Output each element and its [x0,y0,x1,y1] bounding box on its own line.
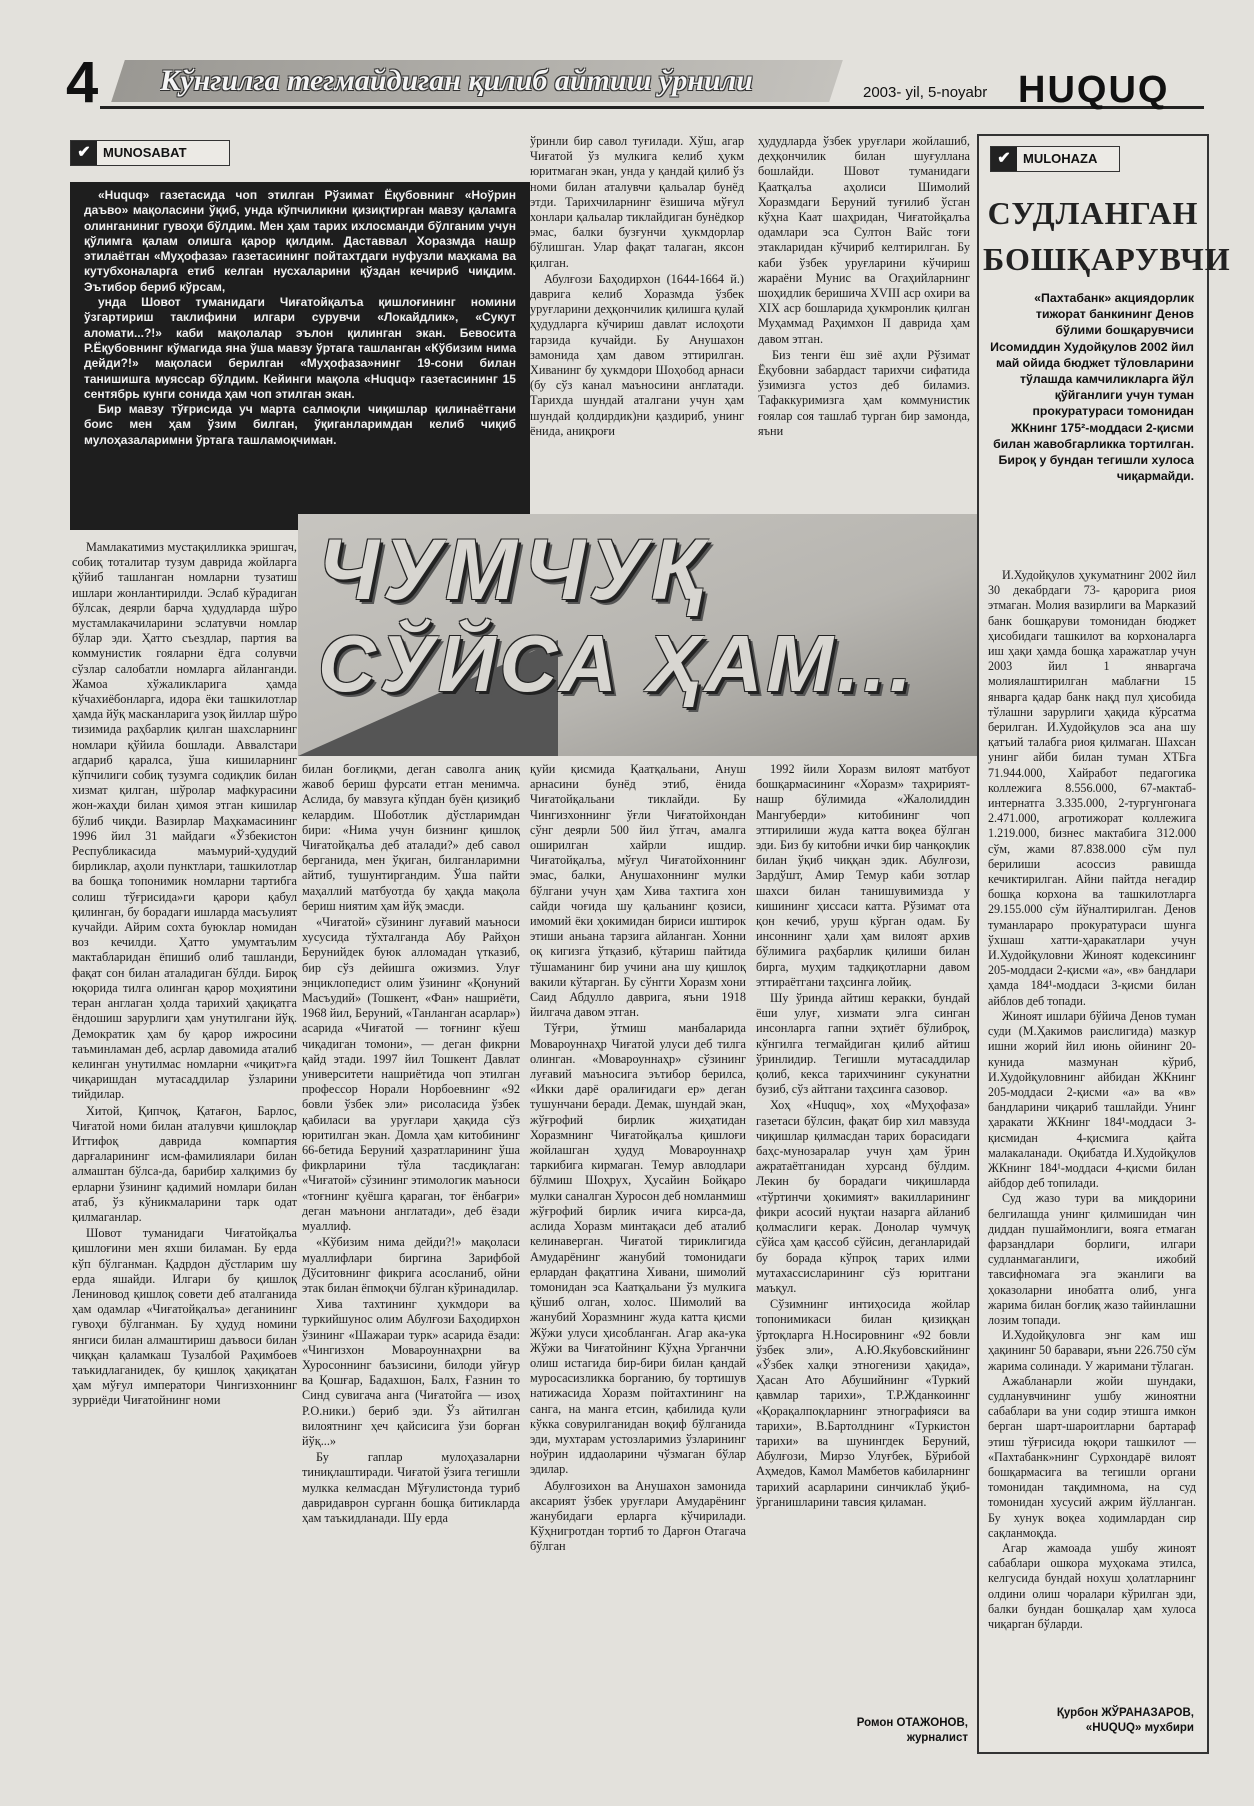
article-column-4 [756,762,970,1702]
rubric-mulohaza [990,146,1120,172]
issue-date: 2003- yil, 5-noyabr [863,84,988,101]
lead-paragraph: унда Шовот туманидаги Чиғатойқалъа қишлоғининг номини ўзгартириш таклифини илгари сурувчи «Локайдлик», «Сукут аломати...?!» каби мақолалар эълон қилинган экан. Бевосита Р.Ёқубовнинг кўмагида яна ўша мавзу ўртага ташланган «Кўбизим нима дейди?!» мақоласи берилган «Муҳофаза»нинг 19-сони билан танишишга муяссар бўлдим. Кейинги мақола «Huquq» газетасининг 15 сентябрь кунги сонида ҳам чоп этилган экан. [84,295,516,401]
checkmark-icon: ✔ [71,141,97,165]
body-paragraph: билан боғлиқми, деган саволга аниқ жавоб бериш фурсати етган менимча. Аслида, бу мавзуга кўпдан буён қизиқиб келардим. Шоботлик дўстларимдан бири: «Нима учун бизнинг қишлоқ Чиғатойқалъа деб аталади?» деб савол берганида, мен ўқиган, билганларимни айтиб, тушунтиргандим. Ўша пайти маҳаллий матбуотда бу ҳақда мақола бериш ниятим ҳам йўқ эмасди. [302,762,520,913]
body-paragraph: Сўзимнинг интиҳосида жойлар топонимикаси билан қизиққан ўртоқларга Н.Носировнинг «92 бовли ўзбек эли», А.Ю.Якубовскийнинг «Ўзбек халқи этногенизи ҳақида», Ҳасан Ато Абушийнинг «Туркий қавмлар тарихи», Т.Р.Жданкоиннг «Қорақалпоқларнинг этнографияси ва тарихи», В.Бартолднинг «Туркистон тарихи» ва шунингдек Беруний, Абулғози, Мирзо Улуғбек, Бўрибой Аҳмедов, Камол Мамбетов кабиларнинг тарихий асарларини синчиклаб ўқиб-ўрганишларини тавсия қиламан. [756,1297,970,1509]
body-paragraph: Абулғозихон ва Анушахон замонида аксарият ўзбек уруғлари Амударёнинг жанубидаги ерларга кўчирилади. Кўҳнигротдан тортиб то Дарғон Отагача бўлган [530,1478,746,1554]
body-paragraph: «Чиғатой» сўзининг луғавий маъноси хусусида тўхталганда Абу Райҳон Берунийдек буюк алломадан үтказиб, бир сўз дейишга ожизмиз. Улуғ энциклопедист олим ўзининг «Қонуний Масъудий» (Тошкент, «Фан» нашриёти, 1968 йил, Беруний, «Танланган асарлар») асарида «Чиғатой — тоғнинг кўеш чиқадиган томони», — деган фикрни қайд этади. 1997 йил Тошкент Давлат университети нашриётида чоп этилган профессор Норали Норбоевнинг «92 бовли ўзбек эли» рисоласида ўзбек қабиласи ва уруғлари ҳақида сўз юритилган экан. Домла ҳам китобининг 66-бетида Беруний ҳазратларининг ўша фикрларини тўла тасдиқлаган: «Чиғатой» сўзининг этимологик маъноси «тоғнинг қуёшга қараган, тоғ ёнбағри» деган маънони англатади», деб ёзади муаллиф. [302,915,520,1234]
body-paragraph: ҳудудларда ўзбек уруғлари жойлашиб, деҳқончилик билан шуғуллана бошлайди. Шовот туманидаги Қаатқалъа аҳолиси Шимолий Хоразмдаги Беруний туғилиб ўсган кўҳна Каат шаҳридан, Чиғатойқалъа одамлари эса Султон Вайс тоғи этакларидан кўчириб келтирилган. Бу каби ўзбек уруғларини кўчириш жараёни Мунис ва Огаҳийларнинг шоҳидлик беришича XVIII аср охири ва XIX аср бошларида ҳукмронлик қилган Муҳаммад Раҳимхон II даврида ҳам давом этган. [758,134,970,346]
body-paragraph: Мамлакатимиз мустақилликка эришгач, собиқ тоталитар тузум даврида жойларга қўйиб ташланган номларни тузатиш ишлари жонлантирилди. Эслаб кўрадиган бўлсак, деярли барча ҳудудларда шўро мустамлакачиларини эслатувчи номлар бўлар эди. Ҳатто съездлар, партия ва коммунистик гояларни ёдга солувчи сўзлар салобатли номларга айланганди. Жамоа хўжаликларига ҳамда кўчахиёбонларга, идора ёки ташкилотлар ҳамда йўқ масканларига узоқ йиллар шўро тизимида раҳбарлик қилган шахсларнинг номлари қўйила бошлади. Аввалстари агдариб қаралса, ўша кишиларнинг кўпчилиги собиқ тузумга содиқлик билан хизмат қилган, шўролар мафкурасини жон-жаҳди билан ҳимоя этган кишилар бўлиб чиқди. Вазирлар Маҳкамасининг 1996 йил 31 майдаги «Ўзбекистон Республикасида маъмурий-ҳудудий бирликлар, аҳоли пунктлари, ташкилотлар ва бошқа топонимик номларни тартибга солиш тўғрисида»ги қарори қабул қилинган, бу борадаги ишларда масъулият кучайди. Айрим сохта буюклар номидан воз кечилди. Ҳатто умумтаълим мактабларидан ёпишиб олиб ташланди, фақат сон билан аталадиган бўлди. Бироқ юқорида тилга олинган қарор моҳиятини теран англаган ҳолда тарихий ҳақиқатга ёндошиш зарурлиги ҳам унутилгани йўқ. Демократик ҳам бу қарор ижросини таъминламан деб, асрлар давомида аталиб келинган унутилмас номларни «чиқит»га чиқаришдан мутасаддилар ўзларини тийдилар. [72,540,297,1102]
sidebar-paragraph: Суд жазо тури ва миқдорини белгилашда унинг қилмишидан чин диддан пушаймонлиги, вояга етмаган фарзандлари борлиги, илгари судланмаганлиги, ижобий тавсифномага эга эканлиги ва ҳоказоларни инобатга олиб, унга жарима билан боғлиқ жазо тайинлашни лозим топади. [988,1191,1196,1327]
author-role: «HUQUQ» мухбири [1085,1722,1194,1734]
body-paragraph: қуйи қисмида Қаатқальани, Ануш арнасини бунёд этиб, ёнида Чиғатойқальани тиклайди. Бу Чингизхоннинг ўғли Чиғатойхондан сўнг деярли 500 йил ўтгач, амалга оширилган хайрли ишдир. Чиғатойқалъа, мўғул Чиғатойхоннинг эмас, балки, Анушахоннинг мулки бўлгани учун ҳам Хива тахтига хон сайди чоғида шу қальанинг қозиси, имомий ёки ҳокимидан бириси иштирок этиши аньана тарзига айланган. Хонни оқ кигизга ўтқазиб, кўтариш пайтида тўшаманинг бир учини ана шу қишлоқ вакили кўтарган. Бу сўнгги Хоразм хони Саид Абдулло даврига, яъни 1918 йилгача давом этган. [530,762,746,1020]
sidebar-title-line: СУДЛАНГАН [987,195,1199,231]
author-name: Қурбон ЖЎРАНАЗАРОВ, [1056,1707,1194,1719]
article-column-2-top [530,134,744,504]
author-name: Ромон ОТАЖОНОВ, [856,1717,968,1729]
sidebar-paragraph: Агар жамоада ушбу жиноят сабаблари ошкора муҳокама этилса, келгусида бундай ноxуш ҳолатларнинг олдини олиш чоралари кўрилган эди, балки бундан бошқалар ҳам хулоса чиқарган бўларди. [988,1541,1196,1632]
sidebar-body [988,568,1196,1670]
body-paragraph: Хитой, Қипчоқ, Қатағон, Барлос, Чиғатой номи билан аталувчи қишлоқлар Иттифоқ даврида компартия дарғаларининг исм-фамилиялари билан алмаштан бўлса-да, барибир халқимиз бу ерларни ўзининг қадимий номлари билан атаб, ўз кўникмаларини тарк одат қилмаганлар. [72,1103,297,1224]
newspaper-logo: HUQUQ [1018,69,1170,111]
sidebar-paragraph: Ажабланарли жойи шундаки, судланувчининг ушбу жиноятни сабаблари ва уни содир этишга имкон берган шарт-шароитларни бартараф этиш тўғрисида юқори ташкилот — «Пахтабанк»нинг Сурхондарё вилоят бошқармасига ва тегишли органи томонидан тақдимнома, на суд томонидан хусусий ажрим йўлланган. Бу хунук воқеа ходимлардан сир сақланмоқда. [988,1373,1196,1540]
rubric-munosabat [70,140,230,166]
rubric-label: MUNOSABAT [103,145,187,160]
body-paragraph: Бу гаплар мулоҳазаларни тиниқлаштиради. Чиғатой ўзига тегишли мулкка келмасдан Мўғулистонда туриб давридаврон сурганн бошқа битикларда ҳам таъкидланади. Шу ерда [302,1450,520,1525]
body-paragraph: Шовот туманидаги Чиғатойқалъа қишлоғини мен яхши биламан. Бу ерда кўп бўлганман. Қадрдон дўстларим шу ерда яшайди. Илгари бу қишлоқ Лениновод қишлоқ совети деб аталганида ҳам одамлар «Чиғатойқалъа» деганининг гувоҳи бўлганман. Бу ҳудуд номини янгиси билан алмаштириш даъвоси билан чиққан қаламкаш Тузалбой Раҳимбоев таъкидлаганидек, бу қишлоқ ҳақиқатан ҳам мўғул императори Чингизхоннинг зурриёди Чиғатойнинг номи [72,1226,297,1408]
sidebar-paragraph: И.Худойқуловга энг кам иш ҳақининг 50 баравари, яъни 226.750 сўм жарима солинади. У жаримани тўлаган. [988,1328,1196,1373]
headline-line-1: ЧУМЧУҚ [318,522,708,618]
body-paragraph: Биз тенги ёш зиё аҳли Рўзимат Ёқубовни забардаст тарихчи сифатида ўзимизга устоз деб биламиз. Тафаккуримизга ҳам коммунистик ғоялар соя ташлаб турган бир замонда, яъни [758,347,970,438]
checkmark-icon: ✔ [991,147,1017,171]
lead-paragraph: «Huquq» газетасида чоп этилган Рўзимат Ёқубовнинг «Ноўрин даъво» мақоласини ўқиб, унда кўпчиликни қизиқтирган мавзу қаламга олинганиниг гувоҳи бўлдим. Мен ҳам тарих ихлосманди бўлганим учун қўлимга қалам олишга қарор қилдим. Даставвал Хоразмда нашр этилаётган «Муҳофаза» газетасининг пойтахтдаги нуфузли маҳкама ва кутубхоналарга етиб келган нусхаларини қўздан кечириб чиқдим. Эътибор бериб кўрсам, [84,188,516,294]
sidebar-title [983,190,1231,282]
article-column-3-top [758,134,970,504]
body-paragraph: Шу ўринда айтиш керакки, бундай ёши улуғ, хизмати элга синган инсонларга гапни эҳтиёт бўлиброқ, кўнгилга тегмайдиган қилиб айтиш ўринлидир. Тегишли мутасаддилар қолиб, кекса тарихчининг сукунатни бузиб, сўз айтгани таҳсинга сазовор. [756,991,970,1097]
article-column-3 [530,762,746,1775]
article-column-2 [302,762,520,1775]
body-paragraph: «Кўбизим нима дейди?!» мақоласи муаллифлари биргина Зарифбой Дўситовнинг фикрига асосланиб, ойни этак билан ёпмоқчи бўлган кўринадилар. [302,1235,520,1295]
lead-paragraph: Бир мавзу тўғрисида уч марта салмоқли чиқишлар қилинаётгани боис мен ҳам ўзим билган, ўқиганларимдан келиб чиқиб мулоҳазаларимни ўртага ташламоқчиман. [84,402,516,447]
body-paragraph: Хива тахтининг ҳукмдори ва туркийшунос олим Абулғози Баҳодирхон ўзининг «Шажараи турк» асарида ёзади: «Чингизхон Мовароуннаҳрни ва Хуросоннинг баъзисини, билоди уйғур ва Қошғар, Бадахшон, Балх, Ғазнин то Синд сувигача анга (Чиғатойга — изоҳ Р.О.ники.) бериб эди. Ўз айтилган вилоятнинг ҳеч қайсисига ўзи борған йўқ...» [302,1297,520,1448]
sidebar-author [988,1706,1194,1736]
sidebar-paragraph: И.Худойқулов ҳукуматнинг 2002 йил 30 декабрдаги 73- қарорига риоя этмаган. Молия вазирлиги ва Марказий банк бошқаруви томонидан бюджет ҳисобидаги ташкилот ва корхоналарга иш ҳақи ҳамда бошқа харажатлар учун 2003 йил 1 январгача молиялаштирилган маблағни 15 январга қадар банк нақд пул ҳисобида тўлашни зарурлиги ҳақида кўрсатма берилган. И.Худойқулов эса ана шу қатъий талабга риоя қилмаган. Шахсан унинг айби билан туман ХТБга 71.944.000, Хайработ педагогика коллежига 8.556.000, 67-мактаб-интернатга 3.335.000, 2-тургунгонага 2.471.000, агротижорат коллежига 1.219.000, бизнес мактабига 312.000 сўм, жами 87.838.000 сўм пул берилиши асоссиз равишда кечиктирилган. Айни пайтда неғадир бошқа корхона ва ташкилотларга 29.155.000 сўм йўналтирилган. Денов туманлараро прокуратураси шунга ўхшаш хатти-ҳаракатлари учун И.Худойқуловни Жиноят кодексининг 205-моддаси 2-қисми «а», «в» бандлари ҳамда 184¹-моддаси 3-қисми билан айблов деб топади. [988,568,1196,1008]
body-paragraph: Тўғри, ўтмиш манбаларида Мовароуннаҳр Чиғатой улуси деб тилга олинган. «Мовароуннаҳр» сўзининг луғавий маъносига эътибор берилса, «Икки дарё оралиғидаги ер» деган тушунчани беради. Демак, шундай экан, жўғрофий бирлик жиҳатидан Хоразмнинг Чиғатойқалъа қишлоғи жойлашган ҳудуд Мовароуннаҳр таркибига кирмаган. Темур авлодлари бўлмиш Шоҳрух, Ҳусайин Бойқаро мулки саналган Хуросон деб номланмиш жўғрофий бирлик ичига кирса-да, аслида Хоразм минтақаси деб аталиб келинаверган. Чиғатой тириклигида Амударёнинг жанубий томонидаги ерлардан фақатгина Хивани, шимолий томонидан эса Каатқальани ўз мулкига қўшиб олган, холос. Шимолий ва жанубий Хоразмнинг жуда катта қисми Жўжи улуси ҳисобланган. Агар ака-ука Жўжи ва Чиғатойнинг Кўҳна Урганчни олиш истагида бир-бири билан қандай муросасизликка борганию, бу тортишув натижасида Хоразм пойтахтининг на санга, на манга етсин, қабилида қули кўкка совурилганидан воқиф бўлганида эди, мухтарам устозларимиз ўзларининг ноўрин иддаоларини чўзмаган бўлар эдилар. [530,1021,746,1477]
article-author [756,1716,968,1746]
headline-line-2: СЎЙСА ҲАМ... [318,619,916,708]
sidebar-title-line: БОШҚАРУВЧИ [983,241,1231,277]
article-column-1 [72,540,297,1775]
page-number: 4 [66,50,99,115]
rubric-label: MULOHAZA [1023,151,1098,166]
author-role: журналист [906,1732,968,1744]
body-paragraph: 1992 йили Хоразм вилоят матбуот бошқармасининг «Хоразм» таҳририят-нашр бўлимида «Жалолиддин Мангуберди» китобининг чоп эттирилиши жуда катта воқеа бўлган эди. Биз бу китобни ички бир чанқоқлик билан ўқиб чиққан эдик. Абулғози, Зардўшт, Амир Темур каби зотлар шахси билан танишувимизда у кишининг ҳиссаси катта. Рўзимат ота қон кечиб, уруш кўрган одам. Бу инсоннинг ҳали ҳам вилоят архив бўлимига раҳбарлик қилиши билан бирга, муҳим тадқиқотларни давом эттираётгани таҳсинга лойиқ. [756,762,970,989]
header-banner-text: Кўнгилга тегмайдиган қилиб айтиш ўрнили [160,64,753,97]
sidebar-lead: «Пахтабанк» акциядорлик тижорат банкининг Денов бўлими бошқарувчиси Исомиддин Худойқулов 2002 йил май ойида бюджет тўловларини тўлашда камчиликларга йўл қўйганлиги учун туман прокуратураси томонидан ЖКнинг 175²-моддаси 2-қисми билан жавобгарликка тортилган. Бироқ у бундан тегишли хулоса чиқармайди. [990,291,1194,484]
body-paragraph: Хоҳ «Huquq», хоҳ «Муҳофаза» газетаси бўлсин, фақат бир хил мавзуда чиқишлар қилмасдан тарих борасидаги баҳс-мунозаралар учун ҳам ўрин ажратаётганидан хурсанд бўлдим. Лекин бу борадаги чиқишларда «тўртинчи ҳокимият» вакилларининг фикри асосий нуқтаи назарга айланиб қолмаслиги керак. Донолар чумчуқ сўйса ҳам қассоб сўйсин, деганларидай бу борада кўпроқ тарих илми мутахассисларининг сўз юритгани маъқул. [756,1098,970,1295]
body-paragraph: Абулғози Баҳодирхон (1644-1664 й.) даврига келиб Хоразмда ўзбек уруғларини деҳқончилик қилишга қулай ҳудудларга кўчириш давлат ислоҳоти тарзида кучайди. Бу Анушахон замонида ҳам давом эттирилган. Хиванинг бу ҳукмдори Шоҳобод арнаси (бу сўз канал маъносини англатади. Тарихда шундай аталгани учун ҳам шундай қолдирдик)ни қаздириб, унинг ёнида, аниқроғи [530,271,744,438]
article-lead [70,182,530,530]
sidebar-paragraph: Жиноят ишлари бўйича Денов туман суди (М.Ҳакимов раислигида) мазкур ишни жорий йил июнь ойининг 20-кунида мазмунан кўриб, И.Худойқуловнинг айбидан ЖКнинг 205-моддаси 2-қисми «а» ва «в» бандларини чиқариб ташлайди. Унинг ҳаракати ЖКнинг 184¹-моддаси 3-қисмидан 4-қисмига қайта малакаланади. Оқибатда И.Худойқулов ЖКнинг 184¹-моддаси 4-қисми билан айбдор деб топилади. [988,1008,1196,1191]
body-paragraph: ўринли бир савол туғилади. Хўш, агар Чиғатой ўз мулкига келиб ҳукм юритмаган экан, унда у қандай қилиб ўз номи билан аталувчи қальалар бунёд этди. Тарихчиларнинг ёзишича мўғул хонлари қальалар тиклайдиган бунёдкор эмас, балки бузғунчи ҳукмдорлар бўлишган. Улар фақат талаган, яксон қилган. [530,134,744,270]
